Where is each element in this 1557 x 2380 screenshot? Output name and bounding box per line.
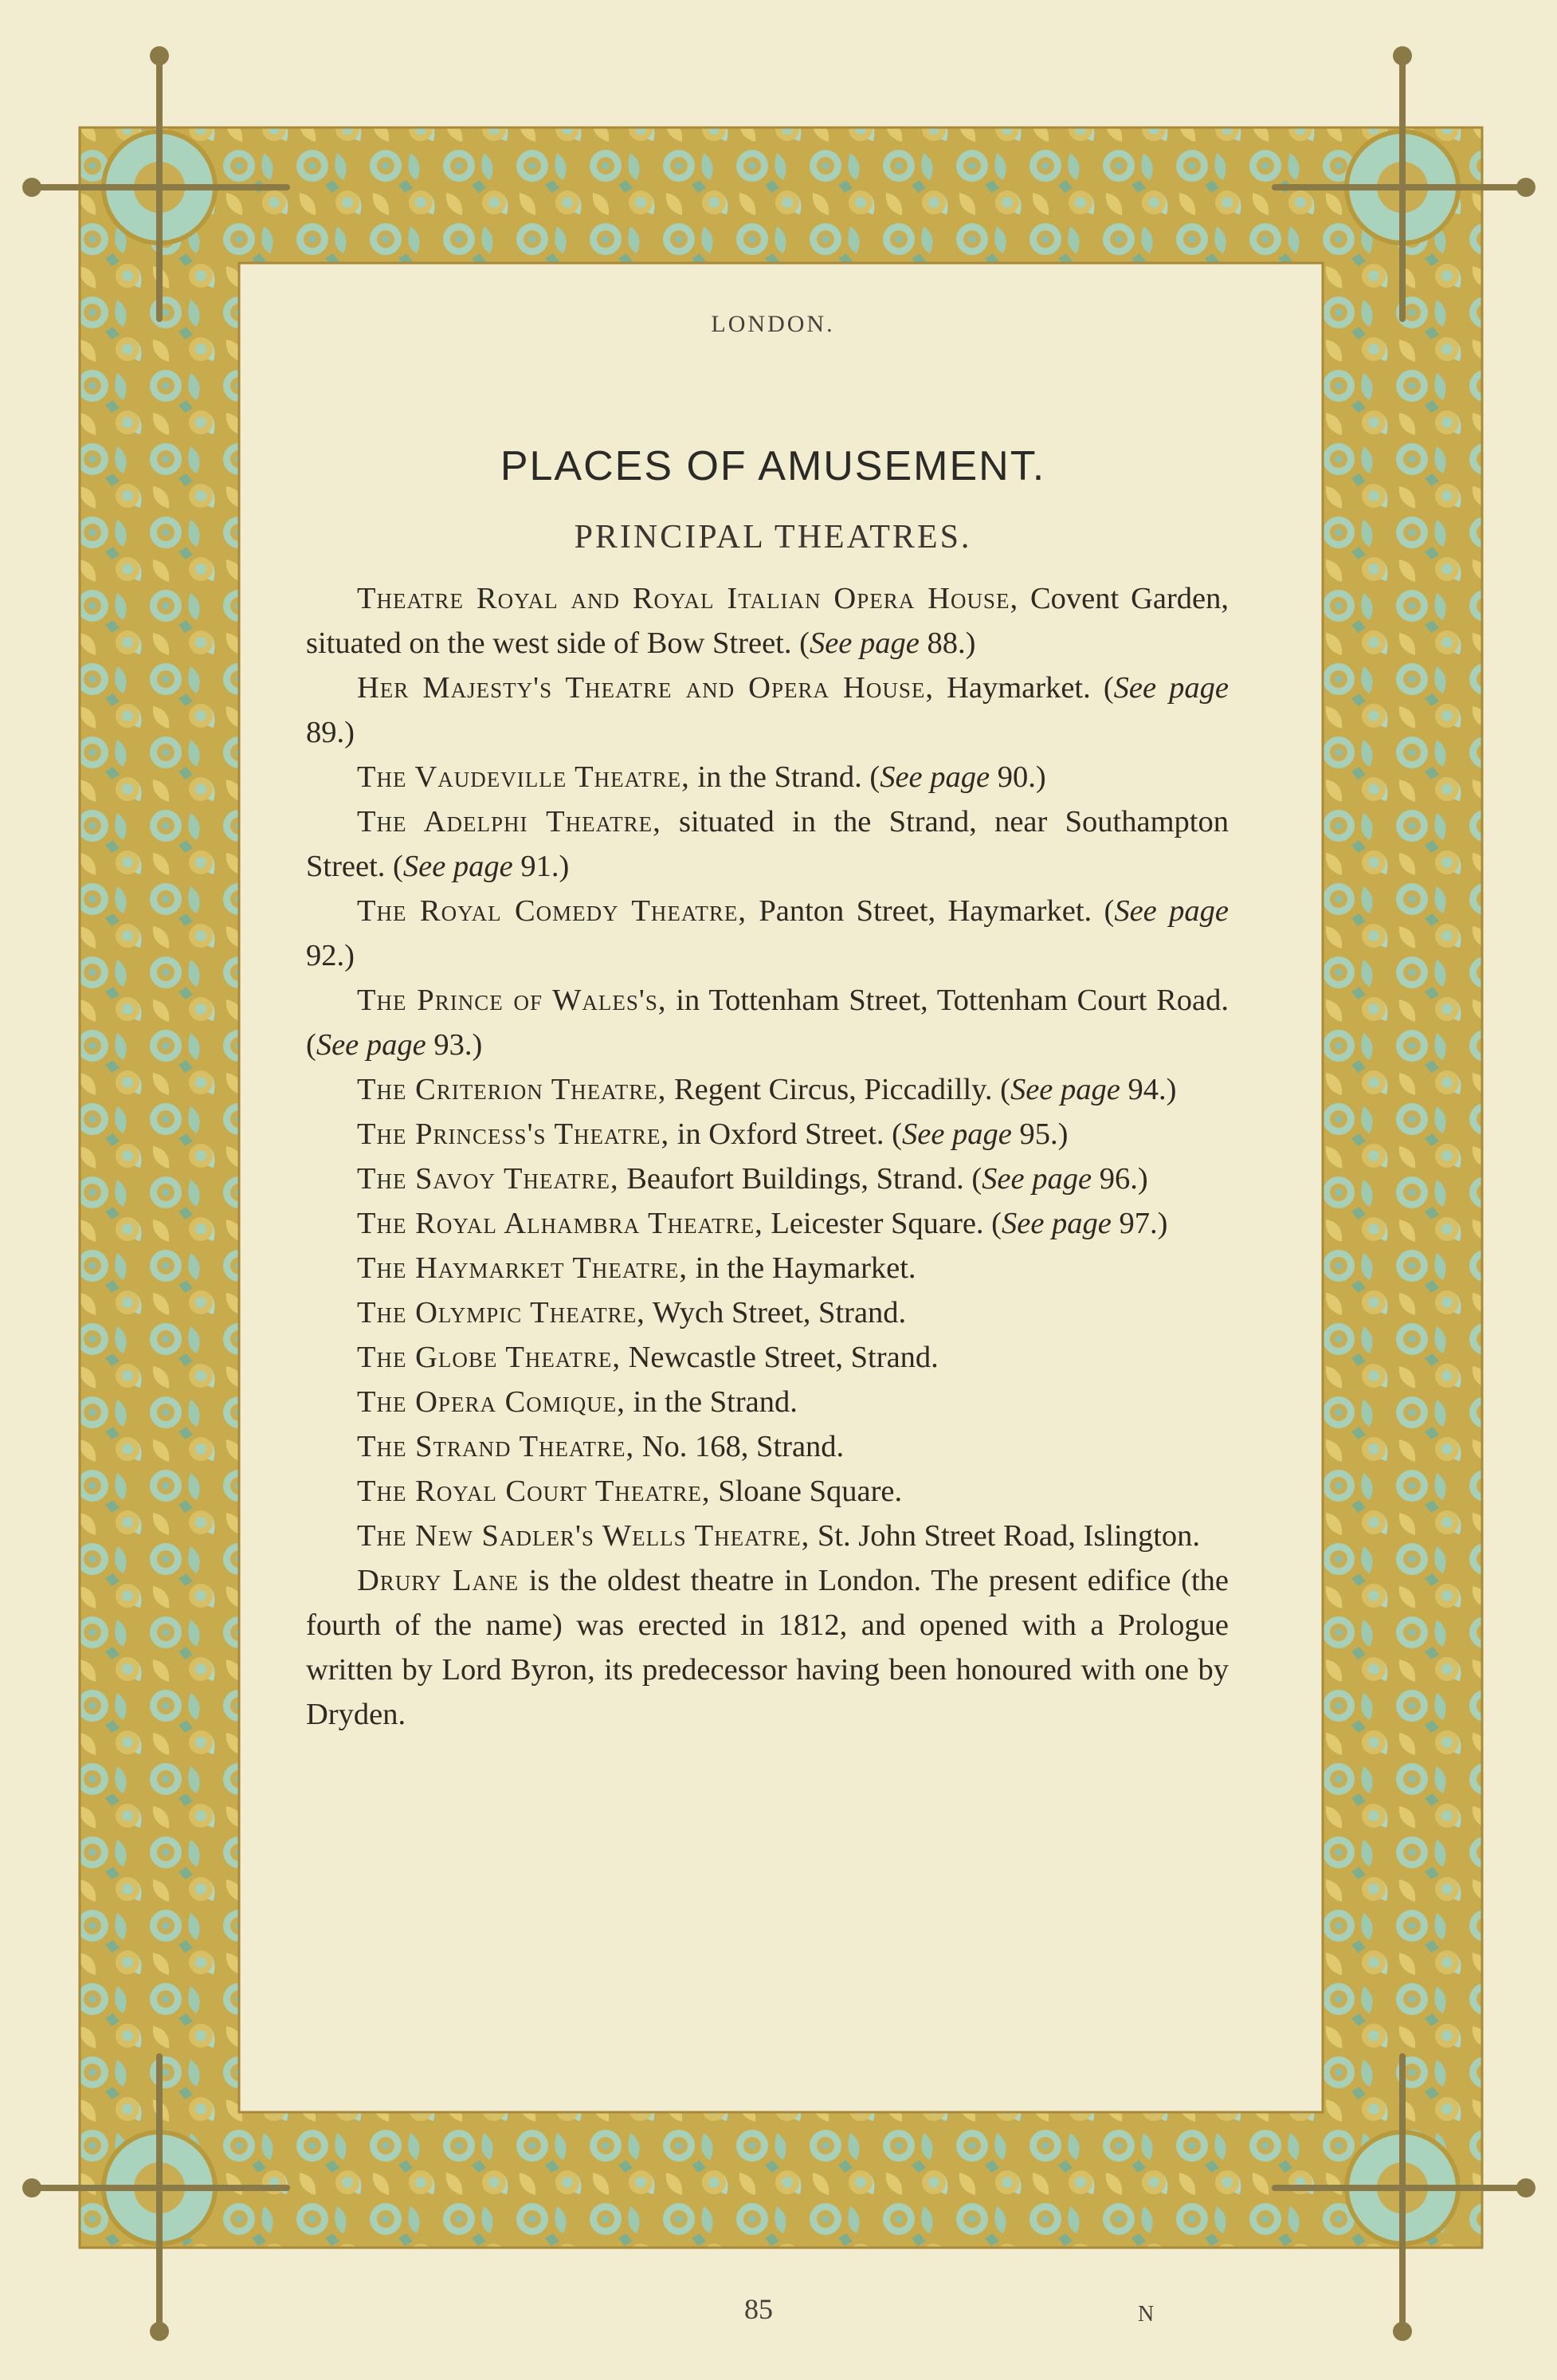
page-title: PLACES OF AMUSEMENT. (500, 443, 1046, 489)
page-reference: See page (1113, 671, 1230, 705)
theatre-entry (306, 1157, 1229, 1201)
theatre-entry (306, 978, 1229, 1067)
theatre-name: Her Majesty's Theatre and Opera House, (357, 671, 934, 705)
theatre-name: The Royal Comedy Theatre, (357, 894, 747, 928)
entry-text: in the Haymarket. (688, 1251, 916, 1285)
theatre-name: The Prince of Wales's, (357, 984, 667, 1017)
theatre-entry (306, 1469, 1229, 1514)
page-reference: See page (901, 1117, 1012, 1151)
theatre-name: The Adelphi Theatre, (357, 805, 661, 838)
reference-page: 88.) (919, 626, 976, 660)
theatre-name: The Olympic Theatre, (357, 1296, 645, 1329)
theatre-entry (306, 1290, 1229, 1335)
theatre-entry (306, 799, 1229, 889)
theatre-list (306, 576, 1229, 1737)
entry-text: Leicester Square. ( (763, 1207, 1002, 1240)
page-reference: See page (880, 760, 990, 794)
entry-text: Panton Street, Haymarket. ( (746, 894, 1115, 928)
entry-text: is the oldest theatre in London. The present edifice (the fourth of the name) was erected in 1812, and opened with a Prologue written by Lord Byron, its predecessor having been honoured with one by Dryden. (306, 1564, 1229, 1731)
theatre-name: The Princess's Theatre, (357, 1117, 670, 1151)
theatre-entry (306, 889, 1229, 978)
entry-text: in the Strand. ( (689, 760, 880, 794)
reference-page: 97.) (1111, 1207, 1168, 1240)
entry-text: Sloane Square. (710, 1475, 903, 1508)
page-number: 85 (744, 2293, 773, 2325)
theatre-name: The Criterion Theatre, (357, 1073, 667, 1106)
theatre-entry (306, 1067, 1229, 1112)
theatre-entry (306, 1380, 1229, 1424)
page-reference: See page (1002, 1207, 1112, 1240)
theatre-name: The New Sadler's Wells Theatre, (357, 1519, 810, 1553)
entry-text: situated in the Strand, near Southampton Street. ( (306, 805, 1229, 883)
running-head: LONDON. (711, 311, 835, 337)
entry-text: No. 168, Strand. (634, 1430, 845, 1463)
theatre-entry (306, 1335, 1229, 1380)
theatre-name: Theatre Royal and Royal Italian Opera House, (357, 582, 1019, 615)
entry-text: in Tottenham Street, Tottenham Court Road. ( (306, 984, 1229, 1062)
theatre-name: The Opera Comique, (357, 1385, 626, 1419)
theatre-name: The Royal Court Theatre, (357, 1475, 711, 1508)
entry-text: Regent Circus, Piccadilly. ( (666, 1073, 1010, 1106)
theatre-name: The Savoy Theatre, (357, 1162, 619, 1196)
theatre-entry (306, 1424, 1229, 1469)
page-reference: See page (809, 626, 920, 660)
page-reference: See page (316, 1028, 426, 1062)
page-reference: See page (982, 1162, 1092, 1196)
reference-page: 96.) (1092, 1162, 1148, 1196)
reference-page: 95.) (1011, 1117, 1069, 1151)
entry-text: Newcastle Street, Strand. (621, 1341, 939, 1374)
theatre-entry (306, 666, 1229, 755)
signature-mark: N (1138, 2302, 1155, 2327)
reference-page: 92.) (306, 939, 355, 972)
entry-text: Wych Street, Strand. (645, 1296, 907, 1329)
entry-text: Beaufort Buildings, Strand. ( (618, 1162, 982, 1196)
section-subtitle: PRINCIPAL THEATRES. (574, 519, 972, 556)
entry-text: in Oxford Street. ( (669, 1117, 902, 1151)
theatre-entry (306, 1246, 1229, 1290)
theatre-entry (306, 1112, 1229, 1157)
reference-page: 91.) (512, 850, 570, 883)
page-reference: See page (1010, 1073, 1120, 1106)
theatre-name: The Globe Theatre, (357, 1341, 621, 1374)
page-reference: See page (1114, 894, 1229, 928)
drury-lane-note (306, 1558, 1229, 1737)
reference-page: 94.) (1120, 1073, 1177, 1106)
text-panel (287, 279, 1259, 2104)
theatre-name: The Royal Alhambra Theatre, (357, 1207, 763, 1240)
entry-text: St. John Street Road, Islington. (810, 1519, 1201, 1553)
theatre-entry (306, 1201, 1229, 1246)
reference-page: 89.) (306, 716, 355, 749)
theatre-name: The Haymarket Theatre, (357, 1251, 688, 1285)
reference-page: 93.) (426, 1028, 483, 1062)
theatre-entry (306, 755, 1229, 799)
theatre-entry (306, 1514, 1229, 1558)
page-reference: See page (402, 850, 513, 883)
entry-text: Covent Garden, situated on the west side of Bow Street. ( (306, 582, 1229, 660)
entry-text: in the Strand. (625, 1385, 798, 1419)
theatre-name: Drury Lane (357, 1564, 520, 1597)
theatre-name: The Vaudeville Theatre, (357, 760, 690, 794)
reference-page: 90.) (990, 760, 1046, 794)
entry-text: Haymarket. ( (934, 671, 1114, 705)
theatre-name: The Strand Theatre, (357, 1430, 635, 1463)
theatre-entry (306, 576, 1229, 666)
